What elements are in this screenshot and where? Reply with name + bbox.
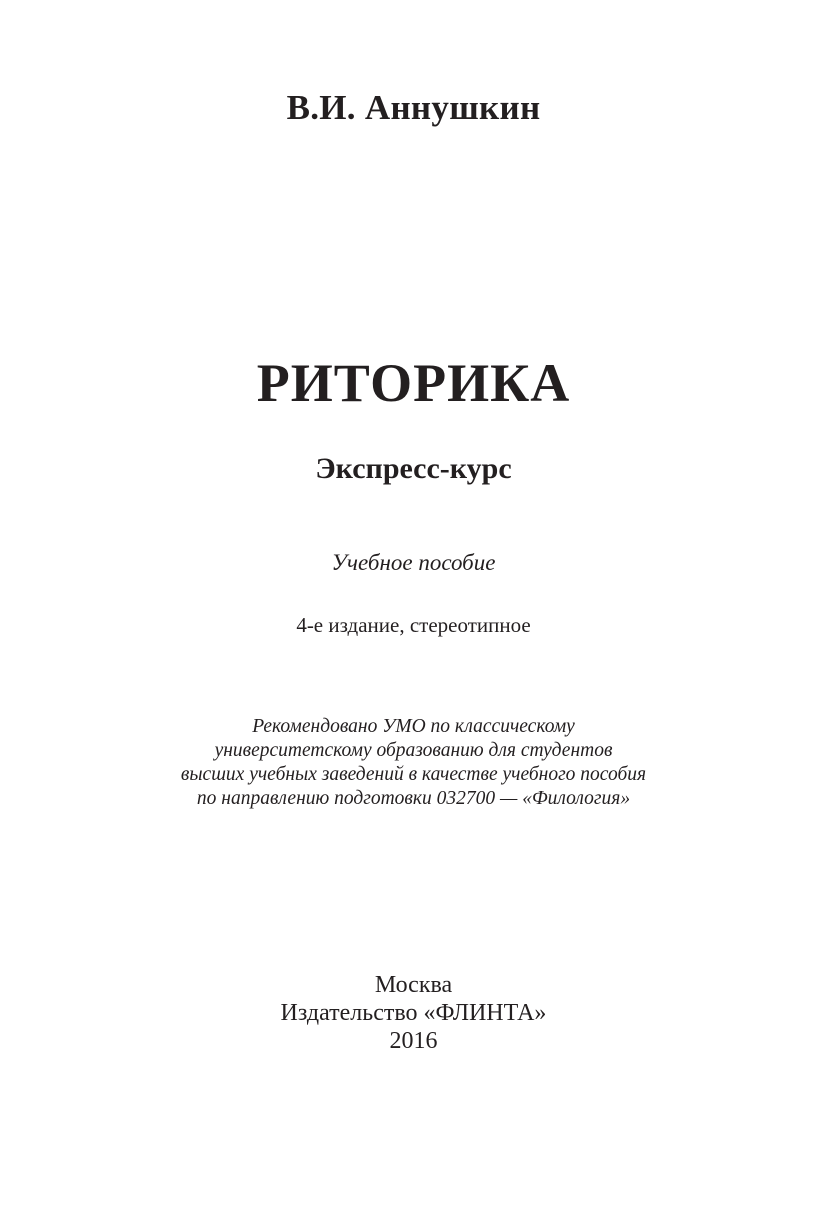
imprint-city: Москва bbox=[374, 972, 453, 998]
book-title: РИТОРИКА bbox=[256, 353, 571, 413]
author-name: В.И. Аннушкин bbox=[286, 88, 541, 127]
edition-note: 4-е издание, стереотипное bbox=[296, 613, 531, 637]
imprint-year: 2016 bbox=[389, 1028, 438, 1054]
recommendation-line: Рекомендовано УМО по классическому bbox=[252, 716, 575, 737]
book-subtitle: Экспресс-курс bbox=[315, 452, 512, 485]
imprint-block bbox=[0, 971, 827, 1055]
imprint-publisher: Издательство «ФЛИНТА» bbox=[280, 1000, 547, 1026]
recommendation-line: высших учебных заведений в качестве учебного пособия bbox=[180, 764, 647, 785]
document-type: Учебное пособие bbox=[331, 550, 496, 575]
recommendation-block bbox=[0, 715, 827, 811]
recommendation-line: по направлению подготовки 032700 — «Филология» bbox=[196, 788, 631, 809]
recommendation-line: университетскому образованию для студентов bbox=[214, 740, 613, 761]
